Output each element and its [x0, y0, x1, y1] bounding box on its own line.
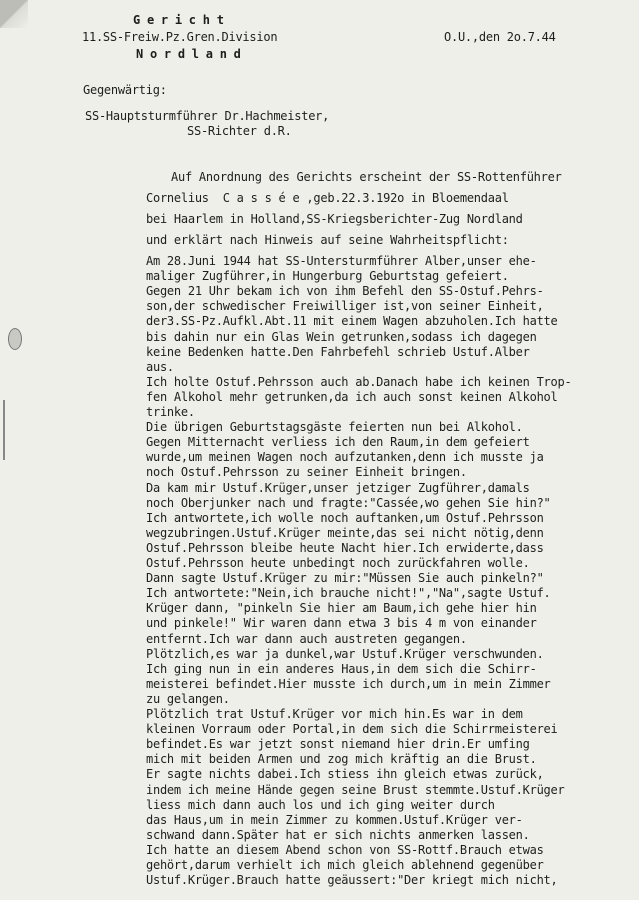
statement-line: noch Oberjunker nach und fragte:"Cassée,wo gehen Sie hin?" [146, 495, 551, 510]
statement-line: trinke. [146, 405, 195, 419]
statement-line: liess mich dann auch los und ich ging weiter durch [146, 797, 495, 812]
statement-line: son,der schwedischer Freiwilliger ist,von seiner Einheit, [146, 299, 544, 314]
statement-line: Am 28.Juni 1944 hat SS-Untersturmführer Alber,unser ehe- [146, 254, 537, 268]
punch-hole [8, 328, 22, 350]
statement-line: wegzubringen.Ustuf.Krüger meinte,das sei nicht nötig,denn [146, 525, 544, 540]
intro-line: und erklärt nach Hinweis auf seine Wahrheitspflicht: [146, 233, 509, 247]
statement-line: Ich hatte an diesem Abend schon von SS-Rottf.Brauch etwas [146, 842, 544, 857]
judge-name: SS-Hauptsturmführer Dr.Hachmeister, [85, 109, 330, 123]
division-name: 11.SS-Freiw.Pz.Gren.Division [82, 30, 278, 44]
statement-line: aus. [146, 359, 174, 374]
statement-line: und pinkele!" Wir waren dann etwa 3 bis 4 m von einander [146, 616, 537, 631]
statement-line: fen Alkohol mehr getrunken,da ich auch sonst keinen Alkohol [146, 389, 558, 404]
statement-line: mich mit beiden Armen und zog mich kräftig an die Brust. [146, 752, 537, 767]
statement-line: Da kam mir Ustuf.Krüger,unser jetziger Zugführer,damals [146, 480, 530, 495]
statement-line: Ich holte Ostuf.Pehrsson auch ab.Danach habe ich keinen Trop- [146, 374, 572, 389]
intro-line: Cornelius C a s s é e ,geb.22.3.192o in Bloemendaal [146, 191, 509, 205]
statement-line: schwand dann.Später hat er sich nichts anmerken lassen. [146, 827, 530, 842]
statement-line: gehört,darum verhielt ich mich gleich ablehnend gegenüber [146, 858, 544, 872]
staple-mark [3, 400, 5, 460]
statement-line: Er sagte nichts dabei.Ich stiess ihn gleich etwas zurück, [146, 767, 544, 782]
statement-line: Gegen 21 Uhr bekam ich von ihm Befehl den SS-Ostuf.Pehrs- [146, 284, 544, 299]
intro-line: bei Haarlem in Holland,SS-Kriegsberichter-Zug Nordland [146, 212, 523, 226]
statement-line: kleinen Vorraum oder Portal,in dem sich die Schirrmeisterei [146, 722, 558, 737]
statement-line: zu gelangen. [146, 691, 230, 706]
court-heading: G e r i c h t [133, 13, 224, 27]
statement-line: maliger Zugführer,in Hungerburg Geburtstag gefeiert. [146, 269, 509, 284]
statement-line: Ustuf.Krüger.Brauch hatte geäussert:"Der kriegt mich nicht, [146, 873, 558, 888]
statement-line: Ich antwortete,ich wolle noch auftanken,um Ostuf.Pehrsson [146, 510, 544, 525]
intro-line: Auf Anordnung des Gerichts erscheint der SS-Rottenführer [171, 170, 562, 184]
statement-line: bis dahin nur ein Glas Wein getrunken,sodass ich dagegen [146, 329, 537, 344]
statement-line: keine Bedenken hatte.Den Fahrbefehl schrieb Ustuf.Alber [146, 344, 530, 359]
statement-line: Ostuf.Pehrsson heute unbedingt noch zurückfahren wolle. [146, 556, 530, 570]
statement-line: Dann sagte Ustuf.Krüger zu mir:"Müssen Sie auch pinkeln?" [146, 571, 544, 586]
statement-line: Ich ging nun in ein anderes Haus,in dem sich die Schirr- [146, 661, 537, 676]
judge-title: SS-Richter d.R. [187, 124, 292, 138]
statement-line: Plötzlich,es war ja dunkel,war Ustuf.Krüger verschwunden. [146, 646, 544, 661]
statement-line: Plötzlich trat Ustuf.Krüger vor mich hin.Es war in dem [146, 707, 523, 721]
statement-line: Krüger dann, "pinkeln Sie hier am Baum,ich gehe hier hin [146, 601, 537, 616]
statement-line: entfernt.Ich war dann auch austreten gegangen. [146, 631, 467, 646]
statement-line: meisterei befindet.Hier musste ich durch,um in mein Zimmer [146, 676, 551, 691]
statement-line: Ostuf.Pehrsson bleibe heute Nacht hier.Ich erwiderte,dass [146, 540, 544, 555]
place-date: O.U.,den 2o.7.44 [444, 30, 556, 44]
statement-line: Die übrigen Geburtstagsgäste feierten nun bei Alkohol. [146, 420, 523, 435]
division-region: N o r d l a n d [136, 47, 241, 61]
statement-line: Gegen Mitternacht verliess ich den Raum,in dem gefeiert [146, 435, 530, 450]
statement-line: befindet.Es war jetzt sonst niemand hier drin.Er umfing [146, 737, 530, 752]
statement-line: wurde,um meinen Wagen noch aufzutanken,denn ich musste ja [146, 450, 544, 465]
statement-line: noch Ostuf.Pehrsson zu seiner Einheit bringen. [146, 465, 467, 480]
folded-corner [0, 0, 28, 28]
present-label: Gegenwärtig: [83, 83, 167, 97]
statement-line: Ich antwortete:"Nein,ich brauche nicht!","Na",sagte Ustuf. [146, 586, 551, 601]
statement-line: das Haus,um in mein Zimmer zu kommen.Ustuf.Krüger ver- [146, 812, 523, 827]
statement-line: der3.SS-Pz.Aufkl.Abt.11 mit einem Wagen abzuholen.Ich hatte [146, 314, 558, 329]
statement-line: indem ich meine Hände gegen seine Brust stemmte.Ustuf.Krüger [146, 782, 565, 797]
